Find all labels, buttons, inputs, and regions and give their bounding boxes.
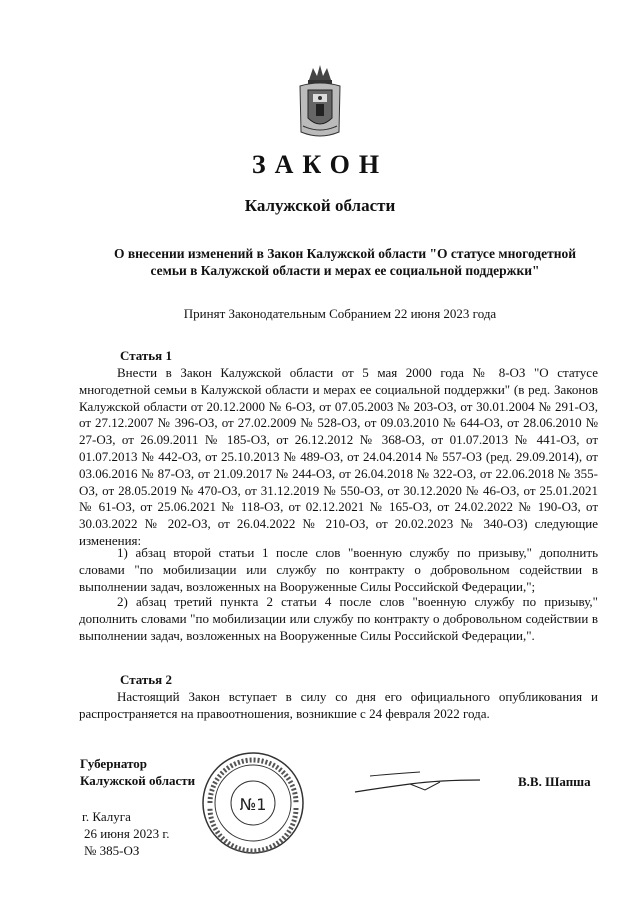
adoption-note: Принят Законодательным Собранием 22 июня 2023 года xyxy=(183,306,497,321)
region-subtitle: Калужской области xyxy=(244,196,396,215)
governor-position-line-1: Губернатор xyxy=(80,756,148,771)
article-1-intro: Внести в Закон Калужской области от 5 мая 2000 года № 8-ОЗ "О статусе многодетной семьи в Калужской области и мерах ее социальной поддержки" (в ред. Законов Калужской области от 20.12.2000 № 6-ОЗ, от 07.05.2003 № 203-ОЗ, от 30.01.2004 № 291-ОЗ, от 27.12.2007 № 396-ОЗ, от 27.02.2009 № 528-ОЗ, от 09.03.2010 № 644-ОЗ, от 28.06.2010 № 27-ОЗ, от 26.09.2011 № 185-ОЗ, от 26.12.2012 № 368-ОЗ, от 01.07.2013 № 441-ОЗ, от 01.07.2013 № 442-ОЗ, от 25.10.2013 № 489-ОЗ, от 24.04.2014 № 557-ОЗ (ред. 29.09.2014), от 03.06.2016 № 87-ОЗ, от 21.09.2017 № 244-ОЗ, от 26.04.2018 № 322-ОЗ, от 22.06.2018 № 355-ОЗ, от 28.05.2019 № 470-ОЗ, от 31.12.2019 № 550-ОЗ, от 30.12.2020 № 46-ОЗ, от 25.01.2021 № 61-ОЗ, от 25.06.2021 № 118-ОЗ, от 02.12.2021 № 165-ОЗ, от 24.02.2022 № 190-ОЗ, от 30.03.2022 № 202-ОЗ, от 26.04.2022 № 210-ОЗ, от 20.02.2023 № 340-ОЗ) следующие изменения: xyxy=(79,365,598,548)
city: г. Калуга xyxy=(82,809,131,824)
governor-name: В.В. Шапша xyxy=(518,774,591,789)
article-1-item-1: 1) абзац второй статьи 1 после слов "военную службу по призыву," дополнить словами "по мобилизации или службу по контракту о добровольном содействии в выполнении задач, возложенных на Вооруженные Силы Российской Федерации,"; xyxy=(79,545,598,594)
article-2-title: Статья 2 xyxy=(120,672,172,687)
article-2-text: Настоящий Закон вступает в силу со дня его официального опубликования и распространяется на правоотношения, возникшие с 24 февраля 2022 года. xyxy=(79,689,598,721)
coat-of-arms-icon xyxy=(295,62,345,142)
article-1-title: Статья 1 xyxy=(120,348,172,363)
place-date-block xyxy=(82,808,169,859)
law-number: № 385-ОЗ xyxy=(84,843,140,858)
official-seal-icon xyxy=(198,748,308,858)
signing-date: 26 июня 2023 г. xyxy=(84,826,170,841)
article-1-item-2: 2) абзац третий пункта 2 статьи 4 после слов "военную службу по призыву," дополнить словами "по мобилизации или службу по контракту о добровольном содействии в выполнении задач, возложенных на Вооруженные Силы Российской Федерации,". xyxy=(79,594,598,643)
stamp-number: №1 xyxy=(239,795,267,814)
law-name-line-1: О внесении изменений в Закон Калужской области "О статусе многодетной xyxy=(113,246,577,261)
law-name-line-2: семьи в Калужской области и мерах ее социальной поддержки" xyxy=(150,263,540,278)
handwritten-signature-icon xyxy=(350,762,490,802)
document-title: ЗАКОН xyxy=(251,150,389,179)
law-name xyxy=(100,245,590,279)
governor-position-line-2: Калужской области xyxy=(80,773,196,788)
governor-position xyxy=(80,755,195,789)
